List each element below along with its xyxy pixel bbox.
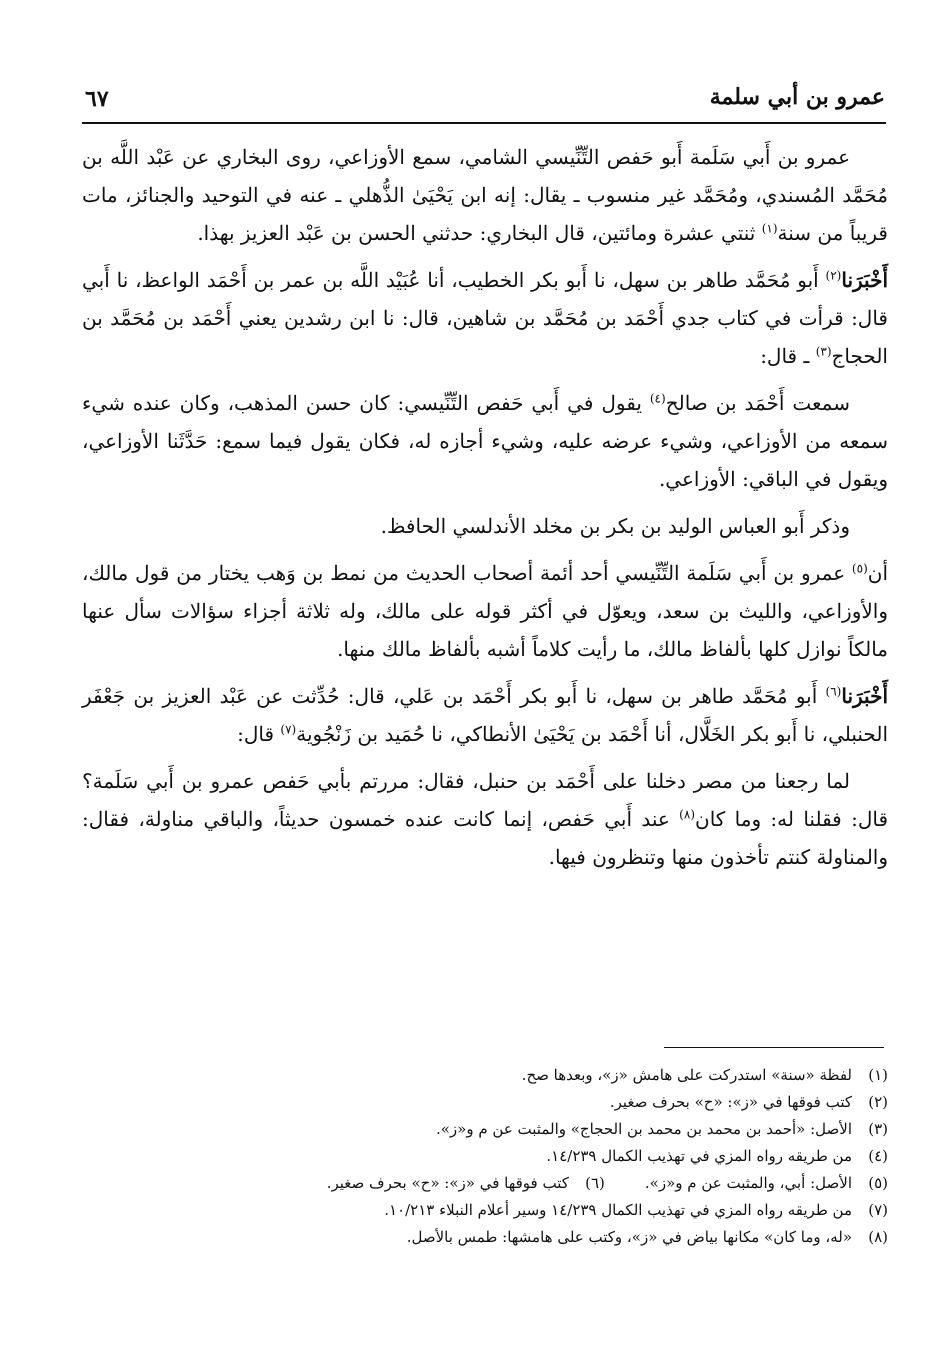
paragraph-6: أَخْبَرَنا$^{(٦)}$ أَبو مُحَمَّد طاهر بن سهل، نا أَبو بكر أَحْمَد بن عَلي، قال: حُدِّثت عن عَبْد العزيز بن جَعْفَر الحنبلي، نا أَبو بكر الخَلَّال، أنا أَحْمَد بن يَحْيَىٰ الأنطاكي، نا حُمَيد بن زَنْجُوية$^{(٧)}$ قال: [82, 684, 888, 746]
footnote-3: (٣)الأصل: «أحمد بن محمد بن محمد بن الحجاج» والمثبت عن م و«ز». [82, 1116, 888, 1143]
main-text [82, 138, 888, 885]
paragraph-5: أن$^{(٥)}$ عمرو بن أَبي سَلَمة التِّنِّيسي أحد أئمة أصحاب الحديث من نمط بن وَهب يختار من قول مالك، والأوزاعي، والليث بن سعد، ويعوّل في أكثر قوله على مالك، وله ثلاثة أجزاء سؤالات سأل عنها مالكاً نوازل كلها بألفاظ مالك، ما رأيت كلاماً أشبه بألفاظ مالك منها. [82, 561, 888, 661]
page-number: ٦٧ [85, 86, 109, 112]
footnote-ref-6[interactable]: (٦) [825, 684, 842, 699]
footnotes [82, 1062, 888, 1251]
footnote-7: (٧)من طريقه رواه المزي في تهذيب الكمال ١٤/٢٣٩ وسير أعلام النبلاء ١٠/٢١٣. [82, 1197, 888, 1224]
footnote-divider [664, 1047, 884, 1048]
footnote-ref-8[interactable]: (٨) [679, 807, 695, 822]
page-header [85, 84, 885, 124]
footnote-ref-7[interactable]: (٧) [280, 722, 297, 737]
footnote-ref-2[interactable]: (٢) [825, 268, 842, 283]
footnote-8: (٨)«له، وما كان» مكانها بياض في «ز»، وكتب على هامشها: طمس بالأصل. [82, 1224, 888, 1251]
paragraph-4: وذكر أَبو العباس الوليد بن بكر بن مخلد الأندلسي الحافظ. [380, 514, 850, 538]
isnad-lead: أَخْبَرَنا [841, 268, 888, 292]
footnote-ref-5[interactable]: (٥) [851, 561, 868, 576]
paragraph-7: لما رجعنا من مصر دخلنا على أَحْمَد بن حنبل، فقال: مررتم بأبي حَفص عمرو بن أَبي سَلَمة؟ قال: فقلنا له: وما كان$^{(٨)}$ عند أَبي حَفص، إنما كانت عنده خمسون حديثاً، والباقي مناولة، فقال: والمناولة كنتم تأخذون منها وتنظرون فيها. [82, 769, 888, 869]
footnote-number: (٥) [868, 1174, 888, 1192]
footnote-number: (٤) [868, 1147, 888, 1165]
paragraph-1: عمرو بن أَبي سَلَمة أَبو حَفص التِّنِّيسي الشامي، سمع الأوزاعي، روى البخاري عن عَبْد اللَّه بن مُحَمَّد المُسندي، ومُحَمَّد غير منسوب ـ يقال: إنه ابن يَحْيَىٰ الذُّهلي ـ عنه في التوحيد والجنائز، مات قريباً من سنة$^{(١)}$ ثنتي عشرة ومائتين، قال البخاري: حدثني الحسن بن عَبْد العزيز بهذا. [82, 145, 888, 245]
header-divider [82, 122, 886, 124]
isnad-lead: أَخْبَرَنا [841, 684, 888, 708]
footnote-number: (١) [868, 1066, 888, 1084]
paragraph-3: سمعت أَحْمَد بن صالح$^{(٤)}$ يقول في أَبي حَفص التِّنِّيسي: كان حسن المذهب، وكان عنده شيء سمعه من الأوزاعي، وشيء عرضه عليه، وشيء أجازه له، فكان يقول فيما سمع: حَدَّثَنا الأوزاعي، ويقول في الباقي: الأوزاعي. [82, 391, 888, 491]
footnote-2: (٢)كتب فوقها في «ز»: «ح» بحرف صغير. [82, 1089, 888, 1116]
footnote-number: (٧) [868, 1201, 888, 1219]
footnote-4: (٤)من طريقه رواه المزي في تهذيب الكمال ١٤/٢٣٩. [82, 1143, 888, 1170]
footnote-number: (٨) [868, 1228, 888, 1246]
footnote-ref-3[interactable]: (٣) [815, 344, 832, 359]
footnote-ref-4[interactable]: (٤) [649, 391, 666, 406]
footnote-ref-1[interactable]: (١) [761, 221, 778, 236]
footnote-number: (٣) [868, 1120, 888, 1138]
running-title: عمرو بن أبي سلمة [709, 84, 885, 110]
footnote-1: (١)لفظة «سنة» استدركت على هامش «ز»، وبعدها صح. [82, 1062, 888, 1089]
paragraph-2: أَخْبَرَنا$^{(٢)}$ أَبو مُحَمَّد طاهر بن سهل، نا أَبو بكر الخطيب، أنا عُبَيْد اللَّه بن عمر بن أَحْمَد الواعظ، نا أَبي قال: قرأت في كتاب جدي أَحْمَد بن مُحَمَّد بن شاهين، قال: نا ابن رشدين يعني أَحْمَد بن مُحَمَّد بن الحجاج$^{(٣)}$ ـ قال: [82, 268, 888, 368]
footnote-number: (٢) [868, 1093, 888, 1111]
footnote-number: (٦) [585, 1174, 605, 1192]
footnote-5-6: (٥)الأصل: أبي، والمثبت عن م و«ز».(٦)كتب فوقها في «ز»: «ح» بحرف صغير. [82, 1170, 888, 1197]
